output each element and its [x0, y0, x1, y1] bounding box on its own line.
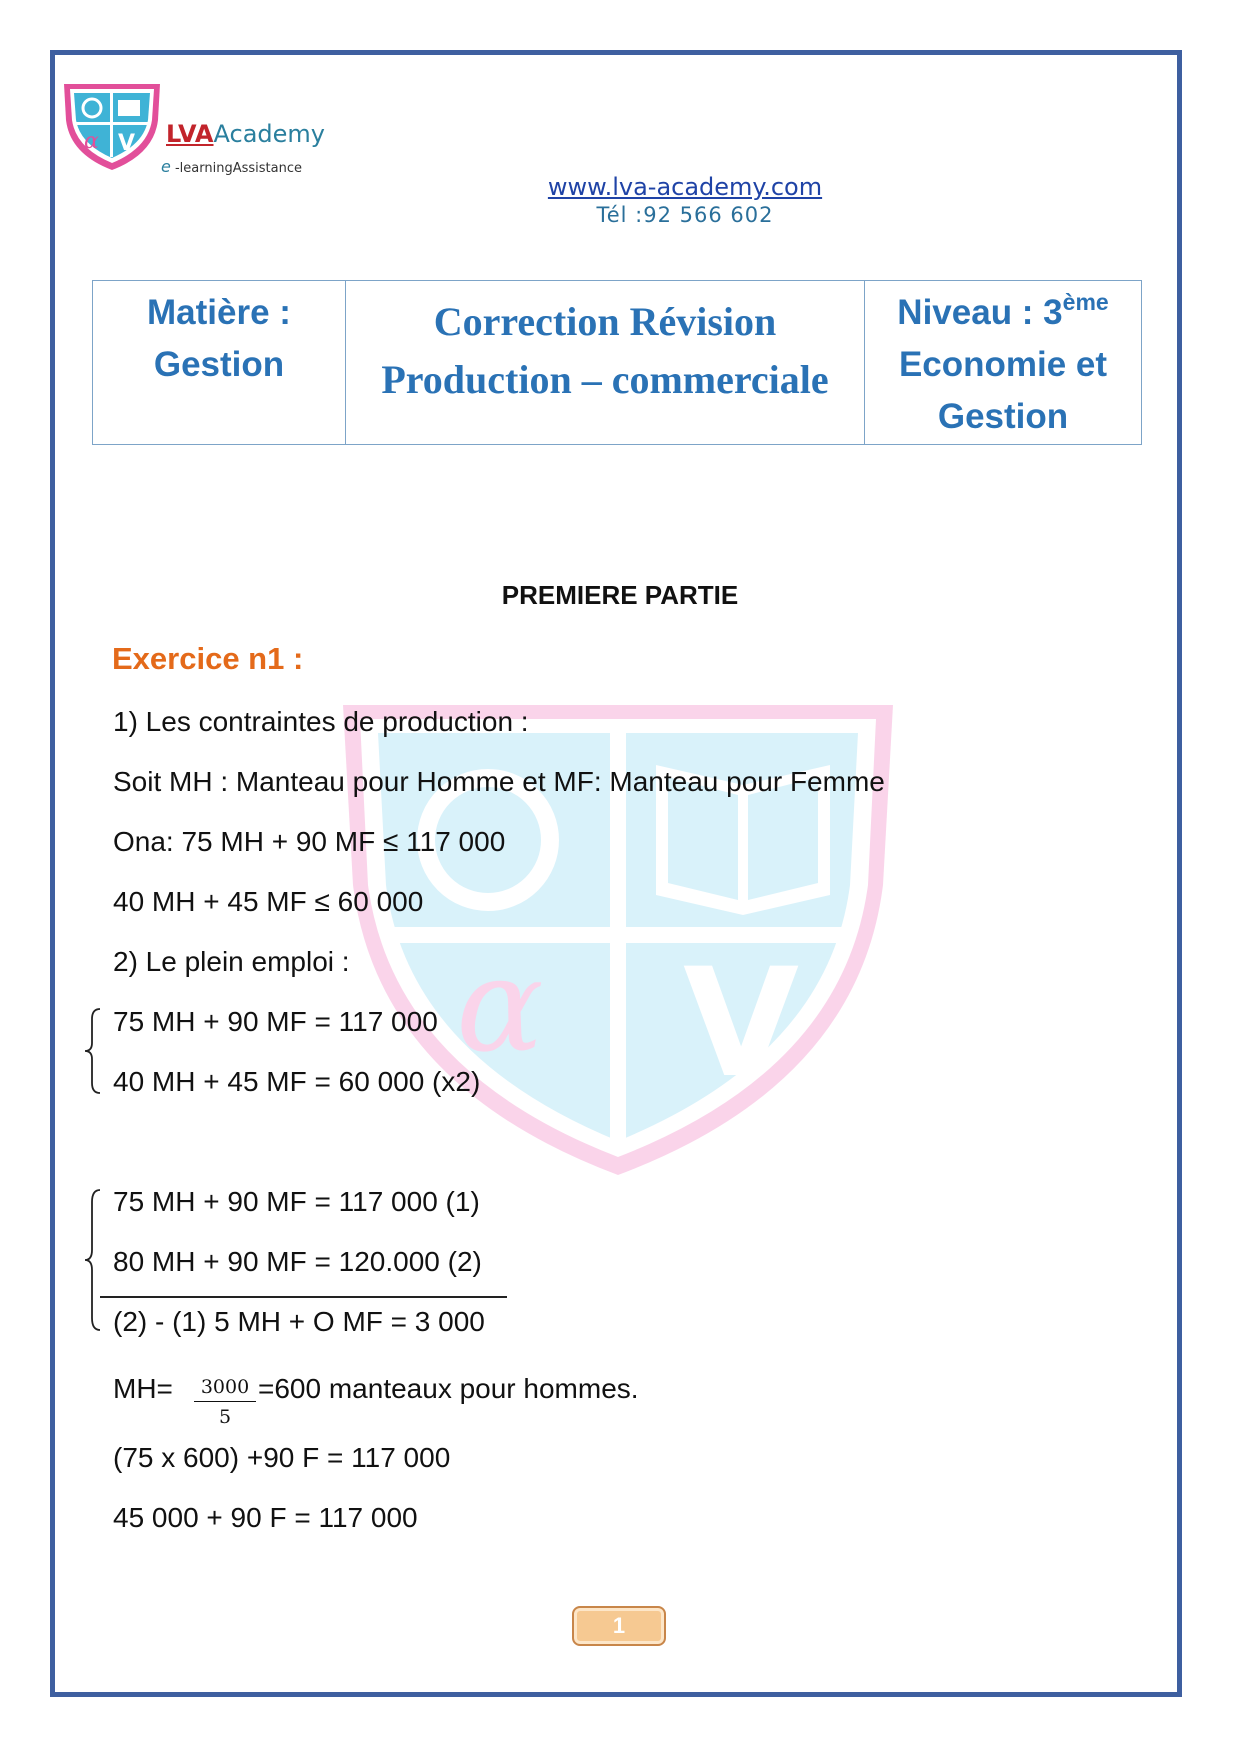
system-brace: [82, 1007, 104, 1095]
text-line: Soit MH : Manteau pour Homme et MF: Manteau pour Femme: [113, 766, 885, 797]
system-brace: [82, 1188, 104, 1332]
level-label: [866, 287, 1140, 339]
text-line: 1) Les contraintes de production :: [113, 706, 529, 737]
equation-line: 40 MH + 45 MF = 60 000 (x2): [113, 1066, 481, 1097]
tagline-text: -learningAssistance: [170, 161, 302, 176]
text-line: 2) Le plein emploi :: [113, 946, 350, 977]
equation-line: (75 x 600) +90 F = 117 000: [113, 1442, 451, 1473]
svg-text:α: α: [456, 929, 544, 1081]
equation-line: 80 MH + 90 MF = 120.000 (2): [113, 1246, 482, 1277]
level-line2: Economie et: [898, 345, 1108, 384]
mh-result-prefix: MH=: [113, 1373, 173, 1404]
svg-text:V: V: [683, 937, 800, 1111]
phone-number: Tél :92 566 602: [596, 203, 774, 227]
equation-line: 75 MH + 90 MF = 117 000: [113, 1006, 438, 1037]
document-title-line1: Correction Révision: [433, 299, 777, 344]
info-table: [92, 280, 1142, 445]
subject-value: Gestion: [153, 345, 285, 384]
brand-name: [166, 120, 325, 148]
brand-name-teal: Academy: [213, 120, 325, 148]
level-cell: [865, 281, 1142, 445]
subtraction-rule: [100, 1296, 507, 1298]
equation-line: (2) - (1) 5 MH + O MF = 3 000: [113, 1306, 485, 1337]
equation-line: 75 MH + 90 MF = 117 000 (1): [113, 1186, 480, 1217]
tagline-e: e: [161, 157, 171, 176]
level-label-text: Niveau : 3: [897, 293, 1063, 332]
svg-text:α: α: [84, 129, 99, 154]
brand-name-red: LVA: [166, 120, 214, 148]
fraction-numerator: 3000: [194, 1376, 256, 1402]
subject-label: Matière :: [147, 293, 291, 332]
text-line: Ona: 75 MH + 90 MF ≤ 117 000: [113, 826, 506, 857]
page-number-badge: 1: [572, 1606, 666, 1646]
part-title: PREMIERE PARTIE: [501, 580, 739, 610]
text-line: 40 MH + 45 MF ≤ 60 000: [113, 886, 424, 917]
exercise-title: Exercice n1 :: [112, 641, 304, 676]
document-title-line2: Production – commerciale: [381, 357, 829, 402]
mh-fraction: [194, 1376, 256, 1428]
mh-result-suffix: =600 manteaux pour hommes.: [258, 1373, 639, 1404]
subject-cell: [93, 281, 346, 445]
level-line3: Gestion: [937, 397, 1069, 436]
lva-academy-logo: [58, 80, 166, 172]
equation-line: 45 000 + 90 F = 117 000: [113, 1502, 418, 1533]
fraction-denominator: 5: [218, 1406, 232, 1428]
document-title-cell: [346, 281, 865, 445]
svg-text:V: V: [118, 131, 136, 156]
contact-block: [0, 173, 1240, 227]
website-link[interactable]: www.lva-academy.com: [547, 173, 823, 201]
level-superscript: ème: [1062, 289, 1109, 315]
